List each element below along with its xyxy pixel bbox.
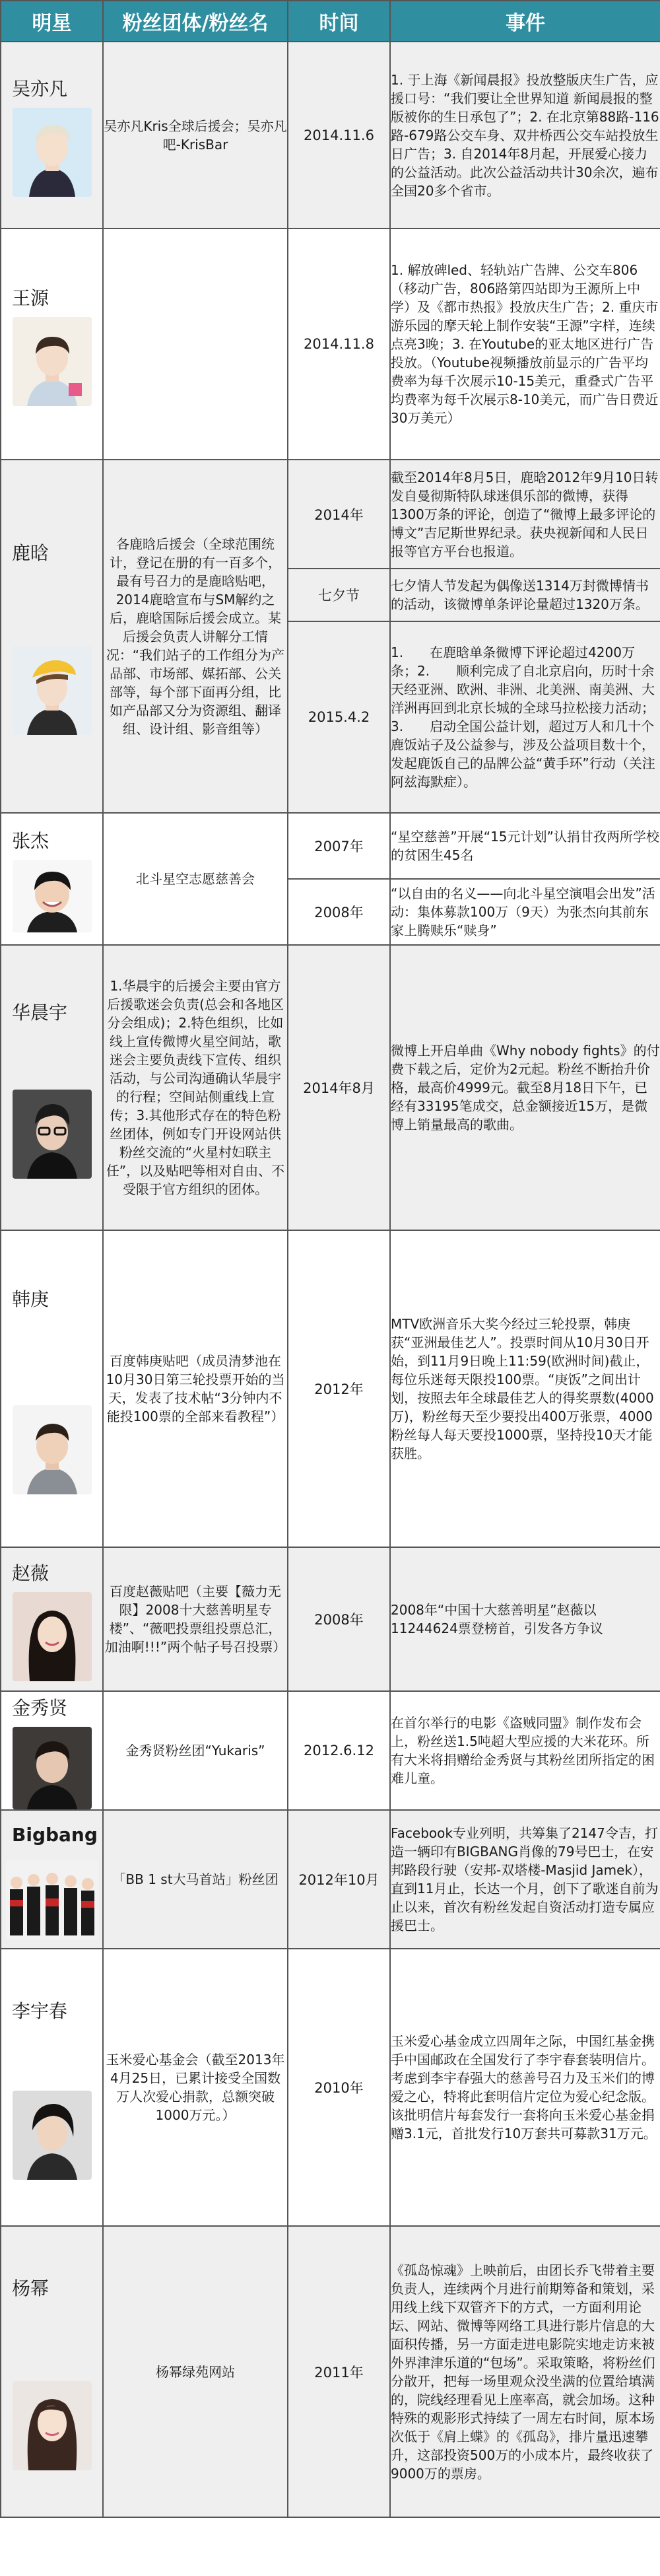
event-cell: “以自由的名义——向北斗星空演唱会出发”活动：集体募款100万（9天）为张杰向其前东家上腾赎乐“赎身”	[390, 879, 660, 945]
time-cell: 2015.4.2	[288, 621, 390, 813]
star-photo	[13, 108, 92, 197]
star-photo	[13, 1405, 92, 1494]
star-name: 鹿晗	[12, 542, 50, 564]
event-cell: 2008年“中国十大慈善明星”赵薇以11244624票登榜首，引发各方争议	[390, 1547, 660, 1691]
org-cell: 玉米爱心基金会（截至2013年4月25日，已累计接受全国数万人次爱心捐款，总额突破1000万元。）	[103, 1949, 288, 2226]
org-cell: 杨幂绿苑网站	[103, 2226, 288, 2517]
header-org: 粉丝团体/粉丝名	[103, 1, 288, 42]
table-row	[1, 460, 660, 569]
star-name: 赵薇	[12, 1562, 50, 1584]
star-name: 金秀贤	[12, 1696, 68, 1719]
header-time: 时间	[288, 1, 390, 42]
header-row	[1, 1, 660, 42]
time-cell: 2012.6.12	[288, 1691, 390, 1810]
star-photo	[13, 1090, 92, 1179]
table-row	[1, 2226, 660, 2517]
star-photo	[13, 2091, 92, 2180]
star-photo	[13, 1727, 92, 1809]
header-star: 明星	[1, 1, 103, 42]
time-cell: 2010年	[288, 1949, 390, 2226]
table-row	[1, 228, 660, 460]
star-cell	[1, 460, 103, 813]
org-cell: 各鹿晗后援会（全球范围统计，登记在册的有一百多个，最有号召力的是鹿晗贴吧，2014鹿晗宣布与SM解约之后，鹿晗国际后援会成立。某后援会负责人讲解分工情况：“我们站子的工作组分为产品部、市场部、媒拓部、公关部等，每个部下面再分组，比如产品部又分为资源组、翻译组、设计组、影音组等）	[103, 460, 288, 813]
star-cell	[1, 1810, 103, 1949]
header-event: 事件	[390, 1, 660, 42]
star-cell	[1, 42, 103, 228]
event-cell: 截至2014年8月5日，鹿晗2012年9月10日转发自曼彻斯特队球迷俱乐部的微博，获得1300万条的评论，创造了“微博上最多评论的博文”吉尼斯世界纪录。获央视新闻和人民日报等官方平台也报道。	[390, 460, 660, 569]
star-cell	[1, 813, 103, 945]
star-photo	[13, 317, 92, 406]
table-row	[1, 42, 660, 228]
time-cell: 2012年	[288, 1230, 390, 1547]
star-photo	[6, 1860, 98, 1939]
star-cell	[1, 1230, 103, 1547]
event-cell: MTV欧洲音乐大奖今经过三轮投票，韩庚获“亚洲最佳艺人”。投票时间从10月30日开始，到11月9日晚上11:59(欧洲时间)截止，每位乐迷每天限投100票。“庚饭”之间出计划，按照去年全球最佳艺人的得奖票数(4000万)，粉丝每天至少要投出400万张票，4000粉丝每人每天要投1000票，坚持投10天才能获胜。	[390, 1230, 660, 1547]
star-photo	[13, 1592, 92, 1681]
star-cell	[1, 2226, 103, 2517]
org-cell: 1.华晨宇的后援会主要由官方后援歌迷会负责(总会和各地区分会组成)；2.特色组织，比如线上宣传微博火星空间站，歌迷会主要负责线下宣传、组织活动，与公司沟通确认华晨宇的行程；空间站侧重线上宣传；3.其他形式存在的特色粉丝团体，例如专门开设网站供粉丝交流的“火星村妇联主任”，以及贴吧等相对自由、不受限于官方组织的团体。	[103, 945, 288, 1230]
star-name: 吴亦凡	[12, 78, 68, 100]
time-cell: 七夕节	[288, 569, 390, 621]
time-cell: 2014.11.6	[288, 42, 390, 228]
event-cell: 1. 于上海《新闻晨报》投放整版庆生广告，应援口号：“我们要让全世界知道 新闻晨报的整版被你的生日承包了”；2. 在北京第88路-116路-679路公交车身、双井桥西公交车站投放生日广告；3. 自2014年8月起，开展爱心接力的公益活动。此次公益活动共计30余次，遍布全国20多个省市。	[390, 42, 660, 228]
star-name: 李宇春	[12, 2000, 68, 2022]
event-cell: 1. 解放碑led、轻轨站广告牌、公交车806（移动广告，806路第四站即为王源所上中学）及《都市热报》投放庆生广告；2. 重庆市游乐园的摩天轮上制作安装“王源”字样，连续点亮3晚；3. 在Youtube的亚太地区进行广告投放。（Youtube视频播放前显示的广告平均费率为每千次展示10-15美元，重叠式广告平均费率为每千次展示8-10美元，而广告日费近30万美元）	[390, 228, 660, 460]
org-cell: 金秀贤粉丝团“Yukaris”	[103, 1691, 288, 1810]
time-cell: 2012年10月	[288, 1810, 390, 1949]
star-photo	[13, 2381, 92, 2470]
time-cell: 2007年	[288, 813, 390, 879]
star-cell	[1, 1691, 103, 1810]
event-cell: 1. 在鹿晗单条微博下评论超过4200万条；2. 顺利完成了自北京启向，历时十余天经亚洲、欧洲、非洲、北美洲、南美洲、大洋洲再回到北京长城的全球马拉松接力活动；3. 启动全国公益计划，超过万人和几十个鹿饭站子及公益参与，涉及公益项目数十个，发起鹿饭自己的品牌公益“黄手环”行动（关注阿兹海默症）。	[390, 621, 660, 813]
star-photo	[13, 646, 92, 735]
time-cell: 2011年	[288, 2226, 390, 2517]
time-cell: 2014年8月	[288, 945, 390, 1230]
table-row	[1, 1547, 660, 1691]
org-cell	[103, 228, 288, 460]
table-row	[1, 1949, 660, 2226]
star-cell	[1, 1949, 103, 2226]
star-name: 杨幂	[12, 2278, 50, 2299]
star-cell	[1, 945, 103, 1230]
event-cell: 《孤岛惊魂》上映前后，由团长乔飞带着主要负责人，连续两个月进行前期筹备和策划，采用线上线下双管齐下的方式，一方面利用论坛、网站、微博等网络工具进行影片信息的大面积传播，另一方面走进电影院实地走访来被外界津津乐道的“包场”。采取策略，将粉丝们分散开，把每一场里观众没坐满的位置给填满的，院线经理看见上座率高，就会加场。这种特殊的观影形式持续了一周左右时间，原本场次低于《肩上蝶》的《孤岛》，排片量迅速攀升，这部投资500万的小成本片，最终收获了9000万的票房。	[390, 2226, 660, 2517]
event-cell: 在首尔举行的电影《盗贼同盟》制作发布会上，粉丝送1.5吨超大型应援的大米花环。所有大米将捐赠给金秀贤与其粉丝团所指定的困难儿童。	[390, 1691, 660, 1810]
table-row	[1, 945, 660, 1230]
org-cell: 吴亦凡Kris全球后援会；吴亦凡吧-KrisBar	[103, 42, 288, 228]
event-cell: “星空慈善”开展“15元计划”认捐甘孜两所学校的贫困生45名	[390, 813, 660, 879]
org-cell: 「BB 1 st大马首站」粉丝团	[103, 1810, 288, 1949]
star-name: 王源	[12, 287, 50, 309]
time-cell: 2008年	[288, 1547, 390, 1691]
org-cell: 百度韩庚贴吧（成员清梦池在10月30日第三轮投票开始的当天，发表了技术帖“3分钟内不能投100票的全部来看教程”）	[103, 1230, 288, 1547]
star-name: 华晨宇	[12, 1001, 68, 1024]
time-cell: 2014.11.8	[288, 228, 390, 460]
table-row	[1, 1810, 660, 1949]
star-name: 韩庚	[12, 1288, 50, 1310]
event-cell: 玉米爱心基金成立四周年之际，中国红基金携手中国邮政在全国发行了李宇春套装明信片。考虑到李宇春强大的慈善号召力及玉米们的博爱之心，特将此套明信片定位为爱心纪念版。该批明信片每套发行一套将向玉米爱心基金捐赠3.1元，首批发行10万套共可募款31万元。	[390, 1949, 660, 2226]
org-cell: 百度赵薇贴吧（主要【薇力无限】2008十大慈善明星专楼”、“薇吧投票组投票总汇，加油啊!!!”两个帖子号召投票）	[103, 1547, 288, 1691]
star-name: 张杰	[12, 830, 50, 852]
table-row	[1, 1691, 660, 1810]
star-cell	[1, 1547, 103, 1691]
time-cell: 2014年	[288, 460, 390, 569]
star-photo	[13, 860, 92, 932]
event-cell: 微博上开启单曲《Why nobody fights》的付费下载之后，定价为2元起。粉丝不断抬升价格，最高价4999元。截至8月18日下午，已经有33195笔成交，总金额接近15万，是微博上销量最高的歌曲。	[390, 945, 660, 1230]
org-cell: 北斗星空志愿慈善会	[103, 813, 288, 945]
table-row	[1, 813, 660, 879]
table-row	[1, 1230, 660, 1547]
event-cell: 七夕情人节发起为偶像送1314万封微博情书的活动，该微博单条评论量超过1320万条。	[390, 569, 660, 621]
star-name: Bigbang	[12, 1824, 98, 1846]
event-cell: Facebook专业列明，共筹集了2147令吉，打造一辆印有BIGBANG肖像的79号巴士，在安邦路段行驶（安邦-双塔楼-Masjid Jamek），直到11月止，长达一个月，创下了歌迷自前为止以来，首次有粉丝发起自资活动打造专属应援巴士。	[390, 1810, 660, 1949]
time-cell: 2008年	[288, 879, 390, 945]
star-cell	[1, 228, 103, 460]
